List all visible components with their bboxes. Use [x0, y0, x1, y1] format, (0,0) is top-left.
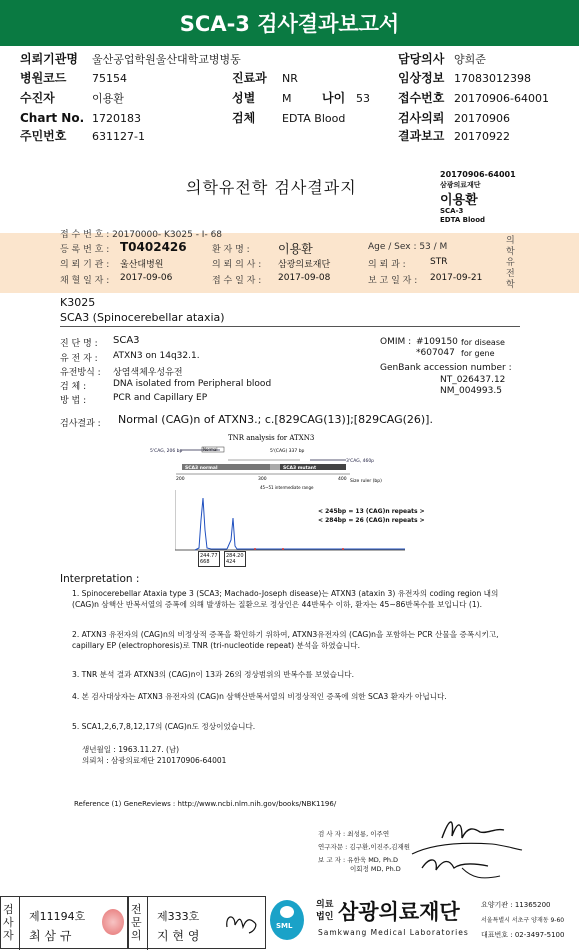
gene-value: ATXN3 on 14q32.1. — [113, 351, 200, 361]
receive-value: 2017-09-08 — [278, 273, 331, 283]
report-date-value: 20170922 — [454, 130, 510, 143]
specialist-name: 지 현 영 — [157, 929, 200, 943]
report-label: 보 고 일 자 : — [368, 276, 418, 286]
sml-logo-text: SML — [276, 922, 293, 930]
footer-info-2: 서울특별시 서초구 양재동 9-60 — [481, 917, 565, 924]
req-inst-label: 의 뢰 기 관 : — [60, 260, 110, 270]
peak-label-2 — [224, 551, 246, 567]
req-doc-value: 삼광의료재단 — [278, 260, 331, 270]
req-date-label: 검사의뢰 — [398, 111, 445, 125]
method-label: 방 법 : — [60, 396, 87, 406]
sex-value: M — [282, 92, 292, 105]
collect-label: 채 혈 일 자 : — [60, 276, 110, 286]
genbank-2: NM_004993.5 — [440, 386, 502, 396]
tnr-sca3-normal: SCA3 normal — [185, 466, 218, 471]
patient-label: 수진자 — [20, 91, 55, 105]
patient-value: 이용환 — [92, 92, 124, 105]
barcode-org: 삼광의료재단 — [440, 181, 481, 189]
doc-patient-value: 이용환 — [278, 242, 313, 256]
dept-value: NR — [282, 72, 298, 85]
peak-note-1: < 245bp = 13 (CAG)n repeats > — [318, 508, 425, 515]
interp-5: 5. SCA1,2,6,7,8,12,17의 (CAG)n도 정상이었습니다. — [72, 722, 256, 731]
inherit-value: 상염색체우성유전 — [113, 368, 183, 378]
specialist-license: 제333호 — [157, 910, 200, 923]
ward-label: 의 뢰 과 : — [368, 260, 406, 270]
sig-line-3: 보 고 자 : 유한욱 MD, Ph.D — [318, 856, 399, 864]
signature-image — [392, 808, 532, 888]
test-name: SCA3 (Spinocerebellar ataxia) — [60, 311, 225, 324]
ep-marker — [254, 548, 256, 550]
examiner-name: 최 삼 규 — [29, 929, 72, 943]
interp-1: 1. Spinocerebellar Ataxia type 3 (SCA3; Machado-Joseph disease)는 ATXN3 (ataxin 3) 유전자의 coding region 내의 (CAG)n 삼핵산 반복서열의 증폭에 의해 발생하는 질환으로 정상인은 44반복수 이하, 환자는 45~86반복수를 보입니다 (1). — [72, 589, 499, 609]
interp-2: 2. ATXN3 유전자의 (CAG)n의 비정상적 증폭을 확인하기 위하여, ATXN3유전자의 (CAG)n을 포함하는 PCR 산물을 증폭시키고, capillary EP (electrophoresis)로 TNR (tri-nucleotide repeat) 분석을 하였습니다. — [72, 630, 499, 650]
tnr-title: TNR analysis for ATXN3 — [228, 434, 315, 442]
examiner-box — [0, 896, 128, 949]
doc-patient-label: 환 자 명 : — [212, 245, 250, 255]
doctor-value: 양희준 — [454, 53, 486, 66]
result-value: Normal (CAG)n of ATXN3.; c.[829CAG(13)];[829CAG(26)]. — [118, 413, 433, 426]
receipt-label: 접수번호 — [398, 91, 445, 105]
org-name: 삼광의료재단 — [338, 900, 460, 924]
side-text: 의학유전학 — [506, 236, 515, 290]
inherit-label: 유전방식 : — [60, 368, 101, 378]
peak-note-2: < 284bp = 26 (CAG)n repeats > — [318, 517, 425, 524]
dept-label: 진료과 — [232, 71, 267, 85]
examiner-license: 제11194호 — [29, 910, 86, 923]
reference: Reference (1) GeneReviews : http://www.ncbi.nlm.nih.gov/books/NBK1196/ — [74, 800, 337, 808]
org-en: Samkwang Medical Laboratories — [318, 928, 469, 937]
tnr-range: 45~51 intermediate range — [260, 485, 314, 490]
examiner-label: 검사자 — [3, 903, 14, 942]
peak-1-size: 244.77 — [200, 553, 218, 559]
id-value: T0402426 — [120, 240, 187, 254]
interp-title: Interpretation : — [60, 573, 140, 585]
rrn-label: 주민번호 — [20, 129, 67, 143]
id-label: 등 록 번 호 : — [60, 245, 110, 255]
specialist-box — [128, 896, 266, 949]
test-code: K3025 — [60, 296, 96, 309]
req-doc-label: 의 뢰 의 사 : — [212, 260, 262, 270]
tnr-axis-400: 400 — [338, 477, 347, 482]
method-value: PCR and Capillary EP — [113, 393, 208, 403]
gene-label: 유 전 자 : — [60, 354, 98, 364]
peak-label-1 — [198, 551, 220, 567]
genbank-label: GenBank accession number : — [380, 363, 512, 373]
req-date-value: 20170906 — [454, 112, 510, 125]
doc-age-sex: Age / Sex : 53 / M — [368, 242, 448, 252]
barcode-no: 20170906-64001 — [440, 170, 516, 179]
receive-label: 접 수 일 자 : — [212, 276, 262, 286]
inst-value: 울산공업학원울산대학교병병동 — [92, 53, 241, 66]
doc-title: 의학유전학 검사결과지 — [186, 178, 357, 197]
barcode-name: 이용환 — [440, 193, 478, 208]
omim-2: *607047 — [416, 348, 455, 358]
doctor-label: 담당의사 — [398, 52, 445, 66]
req-info: 의뢰처 : 삼광의료재단 210170906-64001 — [82, 756, 227, 765]
tnr-left: 5'CAG, 206 bp — [150, 449, 183, 454]
report-title: SCA-3 검사결과보고서 — [0, 0, 579, 46]
specimen-label: 검체 — [232, 111, 256, 125]
ep-marker — [282, 548, 284, 550]
ep-marker — [342, 548, 344, 550]
interp-3: 3. TNR 분석 결과 ATXN3의 (CAG)n이 13과 26의 정상범위의 반복수를 보였습니다. — [72, 670, 355, 679]
interp-4: 4. 본 검사대상자는 ATXN3 유전자의 (CAG)n 삼핵산반복서열의 비정상적인 증폭에 의한 SCA3 환자가 아닙니다. — [72, 692, 447, 701]
tnr-right: 3'CAG, 460p — [346, 459, 375, 464]
genbank-1: NT_026437.12 — [440, 375, 506, 385]
tnr-sca3-mutant: SCA3 mutant — [283, 466, 317, 471]
reg-no-line: 접 수 번 호 : 20170000- K3025 - I- 68 — [60, 230, 223, 240]
seal-stamp — [102, 909, 124, 935]
doc-specimen-value: DNA isolated from Peripheral blood — [113, 379, 272, 389]
tnr-normal: Normal — [203, 447, 218, 452]
tnr-axis-200: 200 — [176, 477, 185, 482]
req-inst-value: 울산대병원 — [120, 260, 164, 270]
sex-label: 성별 — [232, 91, 256, 105]
dx-label: 진 단 명 : — [60, 339, 98, 349]
report-value: 2017-09-21 — [430, 273, 483, 283]
doc-specimen-label: 검 체 : — [60, 382, 87, 392]
tnr-axis-300: 300 — [258, 477, 267, 482]
receipt-value: 20170906-64001 — [454, 92, 549, 105]
dx-value: SCA3 — [113, 335, 140, 346]
tnr-mid: 5'(CAG) 337 bp — [270, 449, 305, 454]
peak-2-size: 284.20 — [226, 553, 244, 559]
clinical-value: 17083012398 — [454, 72, 531, 85]
result-label: 검사결과 : — [60, 419, 101, 429]
ward-value: STR — [430, 257, 448, 267]
specimen-value: EDTA Blood — [282, 112, 346, 125]
omim-1: #109150 — [416, 337, 458, 347]
omim-2-note: for gene — [461, 349, 495, 358]
examiner-divider — [19, 897, 20, 950]
hosp-code-label: 병원코드 — [20, 71, 67, 85]
peak-245 — [195, 498, 227, 550]
peak-1-height: 668 — [200, 559, 210, 565]
hosp-code-value: 75154 — [92, 72, 127, 85]
specialist-signature — [221, 907, 261, 941]
barcode-test: SCA-3 — [440, 207, 464, 215]
footer-info-1: 요양기관 : 11365200 — [481, 901, 551, 909]
report-date-label: 결과보고 — [398, 129, 445, 143]
org-prefix-1: 의료 — [316, 900, 334, 910]
sca3-intermediate-bar — [270, 464, 280, 470]
chart-label: Chart No. — [20, 111, 85, 125]
sig-line-4: 이회정 MD, Ph.D — [350, 865, 401, 873]
collect-value: 2017-09-06 — [120, 273, 173, 283]
peak-2-height: 424 — [226, 559, 236, 565]
specialist-label: 전문의 — [131, 903, 142, 942]
inst-label: 의뢰기관명 — [20, 52, 78, 66]
omim-label: OMIM : — [380, 337, 412, 347]
sml-logo — [270, 900, 304, 940]
sig-line-1: 검 사 자 : 최성룡, 이주연 — [318, 830, 390, 838]
omim-1-note: for disease — [461, 338, 505, 347]
clinical-label: 임상정보 — [398, 71, 445, 85]
divider — [60, 326, 520, 327]
dob: 생년월일 : 1963.11.27. (남) — [82, 745, 180, 754]
org-prefix-2: 법인 — [316, 912, 334, 922]
age-value: 53 — [356, 92, 370, 105]
sml-logo-mark — [280, 906, 294, 918]
barcode-spec: EDTA Blood — [440, 216, 486, 224]
footer-info-3: 대표번호 : 02-3497-5100 — [481, 931, 565, 939]
rrn-value: 631127-1 — [92, 130, 145, 143]
chart-value: 1720183 — [92, 112, 141, 125]
peak-284 — [227, 518, 405, 549]
age-label: 나이 — [322, 91, 346, 105]
specialist-divider — [147, 897, 148, 950]
sig-line-2: 연구자문 : 김구환,이진주,김재원 — [318, 843, 411, 851]
tnr-axis-label: Size ruler (bp) — [350, 479, 382, 484]
tnr-diagram — [140, 432, 420, 494]
